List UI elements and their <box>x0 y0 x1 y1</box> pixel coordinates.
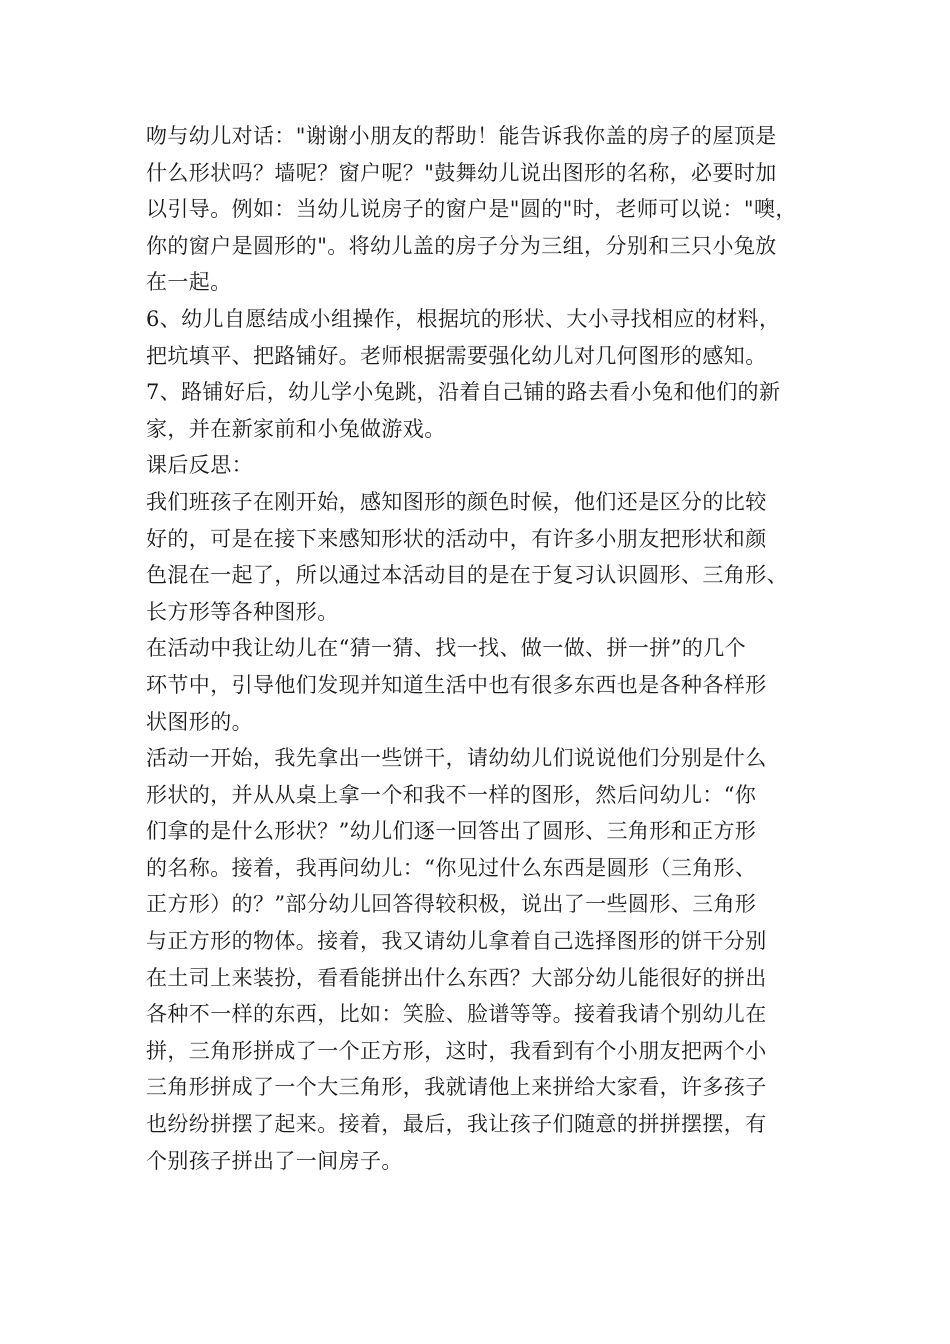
text-line: 们拿的是什么形状？”幼儿们逐一回答出了圆形、三角形和正方形 <box>146 819 757 844</box>
text-line: 正方形）的？”部分幼儿回答得较积极，说出了一些圆形、三角形 <box>146 892 757 917</box>
text-line: 也纷纷拼摆了起来。接着，最后，我让孩子们随意的拼拼摆摆，有 <box>146 1112 767 1137</box>
section-heading: 课后反思： <box>146 453 253 478</box>
text-line: 色混在一起了，所以通过本活动目的是在于复习认识圆形、三角形、 <box>146 563 788 588</box>
text-line: 好的，可是在接下来感知形状的活动中，有许多小朋友把形状和颜 <box>146 526 767 551</box>
text-line: 在活动中我让幼儿在“猜一猜、找一找、做一做、拼一拼”的几个 <box>146 636 747 661</box>
text-line: 我们班孩子在刚开始，感知图形的颜色时候，他们还是区分的比较 <box>146 489 767 514</box>
text-line: 吻与幼儿对话："谢谢小朋友的帮助！能告诉我你盖的房子的屋顶是 <box>146 124 777 148</box>
text-line: 7、路铺好后，幼儿学小兔跳，沿着自己铺的路去看小兔和他们的新 <box>146 380 781 405</box>
text-line: 6、幼儿自愿结成小组操作，根据坑的形状、大小寻找相应的材料， <box>146 306 781 331</box>
text-line: 三角形拼成了一个大三角形，我就请他上来拼给大家看，许多孩子 <box>146 1075 767 1100</box>
text-line: 长方形等各种图形。 <box>146 599 339 624</box>
text-line: 拼，三角形拼成了一个正方形，这时，我看到有个小朋友把两个小 <box>146 1038 767 1063</box>
text-line: 环节中，引导他们发现并知道生活中也有很多东西也是各种各样形 <box>146 672 767 697</box>
body-text <box>146 118 836 1179</box>
text-line: 把坑填平、把路铺好。老师根据需要强化幼儿对几何图形的感知。 <box>146 343 767 368</box>
text-line: 形状的，并从从桌上拿一个和我不一样的图形，然后问幼儿：“你 <box>146 782 757 807</box>
text-line: 活动一开始，我先拿出一些饼干，请幼幼儿们说说他们分别是什么 <box>146 746 767 771</box>
text-line: 与正方形的物体。接着，我又请幼儿拿着自己选择图形的饼干分别 <box>146 929 767 954</box>
text-line: 你的窗户是圆形的"。将幼儿盖的房子分为三组，分别和三只小兔放 <box>146 233 777 258</box>
text-line: 各种不一样的东西，比如：笑脸、脸谱等等。接着我请个别幼儿在 <box>146 1002 767 1027</box>
text-line: 个别孩子拼出了一间房子。 <box>146 1148 403 1173</box>
text-line: 以引导。例如：当幼儿说房子的窗户是"圆的"时，老师可以说："噢， <box>146 197 797 222</box>
text-line: 的名称。接着，我再问幼儿：“你见过什么东西是圆形（三角形、 <box>146 855 757 880</box>
text-line: 家，并在新家前和小兔做游戏。 <box>146 416 446 441</box>
text-line: 在一起。 <box>146 270 232 295</box>
text-line: 什么形状吗？墙呢？窗户呢？"鼓舞幼儿说出图形的名称，必要时加 <box>146 160 777 185</box>
text-line: 在土司上来装扮，看看能拼出什么东西？大部分幼儿能很好的拼出 <box>146 965 767 990</box>
text-line: 状图形的。 <box>146 709 253 734</box>
